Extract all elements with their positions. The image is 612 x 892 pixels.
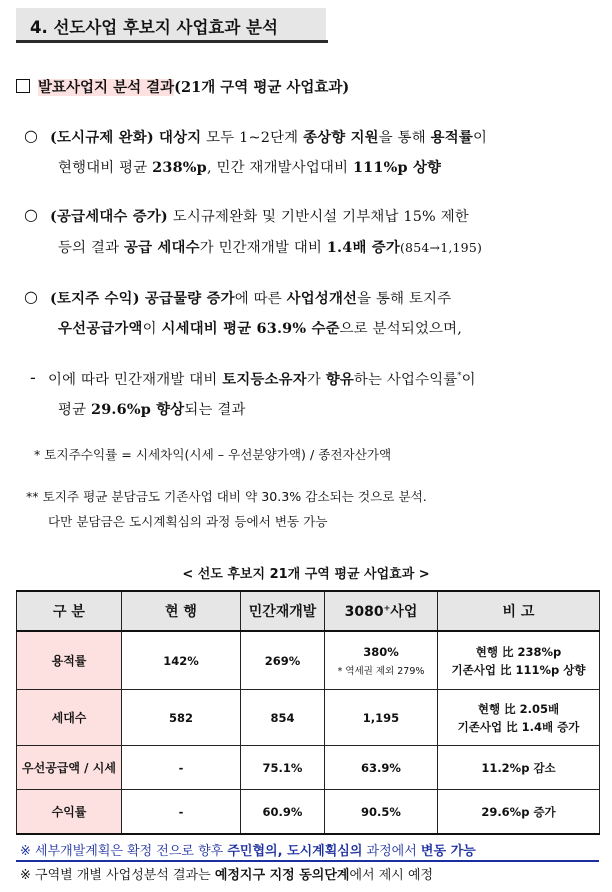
cell-project: 1,195 — [325, 690, 438, 746]
row-label: 용적률 — [17, 631, 122, 690]
header-remark: 비 고 — [438, 591, 600, 631]
row-label: 수익률 — [17, 790, 122, 835]
effects-table — [16, 590, 600, 835]
header-current: 현 행 — [122, 591, 241, 631]
bullet-circle-icon: ○ — [24, 205, 38, 224]
cell-project — [325, 631, 438, 690]
text-strong: 공급물량 증가 — [139, 290, 235, 307]
page-title: 4. 선도사업 후보지 사업효과 분석 — [30, 18, 278, 37]
text: 가 민간재개발 대비 — [199, 240, 327, 256]
cell-private: 854 — [241, 690, 325, 746]
remark-line-1: 현행 比 2.05배 — [477, 701, 560, 716]
text-strong: (도시규제 완화) — [50, 129, 154, 146]
header-category: 구 분 — [17, 591, 122, 631]
checkbox-square-icon — [16, 79, 30, 93]
text-strong: (공급세대수 증가) — [50, 208, 168, 225]
text: ※ 세부개발계획은 확정 전으로 향후 — [20, 844, 228, 859]
text: 모두 1~2단계 — [201, 130, 304, 146]
table-row — [17, 790, 600, 835]
text-strong: 111%p 상향 — [352, 159, 442, 176]
table-row — [17, 690, 600, 746]
text-strong: 토지등소유자 — [222, 371, 307, 388]
text: 평균 — [58, 402, 91, 418]
title-underline — [16, 40, 328, 43]
text: 되는 결과 — [184, 402, 246, 418]
cell-current: - — [122, 790, 241, 835]
text: 도시규제완화 및 기반시설 기부채납 15% 제한 — [167, 209, 469, 225]
remark-line-2: 기존사업 比 1.4배 증가 — [457, 719, 580, 734]
bullet-3-line-2 — [58, 317, 462, 338]
table-header-row — [17, 591, 600, 631]
bullet-4-line-2 — [58, 398, 246, 419]
note-formula: * 토지주수익률 = 시세차익(시세 – 우선분양가액) / 종전자산가액 — [34, 447, 392, 462]
cell-remark — [438, 631, 600, 690]
footnote-1 — [20, 840, 476, 859]
text-strong: (토지주 수익) — [50, 290, 140, 307]
text-strong: 29.6%p 향상 — [90, 401, 185, 418]
bullet-1-line-2 — [58, 156, 441, 177]
text: 이에 따라 민간재개발 대비 — [48, 372, 223, 388]
text: 등의 결과 — [58, 240, 124, 256]
table-caption: < 선도 후보지 21개 구역 평균 사업효과 > — [182, 567, 430, 582]
text: 이 — [472, 130, 488, 146]
cell-private: 269% — [241, 631, 325, 690]
footnote-marker: * — [457, 371, 462, 381]
bullet-3-line-1 — [50, 287, 451, 308]
cell-current: - — [122, 746, 241, 790]
text: 이 — [142, 321, 162, 337]
bullet-4-line-1 — [48, 368, 476, 389]
section-heading-main: 발표사업지 분석 결과 — [38, 79, 175, 96]
cell-private: 60.9% — [241, 790, 325, 835]
table-row — [17, 631, 600, 690]
bullet-2-line-1 — [50, 205, 469, 226]
text-strong: 향유 — [325, 371, 354, 388]
bullet-circle-icon: ○ — [24, 287, 38, 306]
cell-project: 90.5% — [325, 790, 438, 835]
text-strong: 사업성개선 — [286, 290, 358, 307]
header-project-num: 3080 — [344, 604, 384, 620]
header-project-plus: + — [383, 603, 391, 613]
cell-private: 75.1% — [241, 746, 325, 790]
bullet-2-line-2 — [58, 236, 482, 257]
text: 하는 사업수익률 — [353, 372, 458, 388]
text: 으로 분석되었으며, — [339, 321, 463, 337]
cell-current: 142% — [122, 631, 241, 690]
header-project — [325, 591, 438, 631]
cell-project-value: 380% — [363, 644, 399, 659]
text: 이 — [461, 372, 476, 388]
footnote-underline — [16, 860, 599, 862]
footnote-2 — [20, 864, 433, 883]
text-strong: 변동 가능 — [420, 844, 476, 859]
bullet-dash-icon: - — [30, 368, 36, 387]
text-strong: 우선공급가액 — [58, 320, 143, 337]
cell-remark: 29.6%p 증가 — [438, 790, 600, 835]
text: , 민간 재개발사업대비 — [206, 160, 353, 176]
note-contribution-2: 다만 분담금은 도시계획심의 과정 등에서 변동 가능 — [48, 514, 328, 529]
text-strong: 공급 세대수 — [123, 239, 200, 256]
remark-line-1: 현행 比 238%p — [475, 644, 562, 659]
text-strong: 대상지 — [153, 129, 202, 146]
cell-remark: 11.2%p 감소 — [438, 746, 600, 790]
section-heading-sub: (21개 구역 평균 사업효과) — [174, 79, 350, 96]
text-strong: 주민협의, 도시계획심의 — [227, 844, 363, 859]
text-strong: 1.4배 증가 — [326, 239, 400, 256]
text: 에 따른 — [234, 291, 287, 307]
text-strong: 예정지구 지정 동의단계 — [214, 868, 350, 883]
header-private: 민간재개발 — [241, 591, 325, 631]
text: 과정에서 — [362, 844, 421, 859]
table-row — [17, 746, 600, 790]
text-strong: 시세대비 평균 63.9% 수준 — [161, 320, 340, 337]
text: 을 통해 — [378, 130, 431, 146]
remark-line-2: 기존사업 比 111%p 상향 — [451, 662, 586, 677]
bullet-circle-icon: ○ — [24, 126, 38, 145]
cell-project-note: * 역세권 제외 279% — [337, 665, 425, 677]
text-strong: 용적률 — [430, 129, 473, 146]
cell-project: 63.9% — [325, 746, 438, 790]
text: 에서 제시 예정 — [349, 868, 434, 883]
section-heading — [38, 76, 349, 97]
text: 가 — [306, 372, 326, 388]
header-project-word: 사업 — [390, 604, 418, 620]
note-contribution: ** 토지주 평균 분담금도 기존사업 대비 약 30.3% 감소되는 것으로 분석. — [26, 489, 427, 504]
text-strong: 238%p — [152, 159, 207, 176]
row-label: 우선공급액 / 시세 — [17, 746, 122, 790]
text-strong: 종상향 지원 — [303, 129, 379, 146]
text-small: (854→1,195) — [399, 240, 483, 255]
cell-remark — [438, 690, 600, 746]
text: 현행대비 평균 — [58, 160, 153, 176]
cell-current: 582 — [122, 690, 241, 746]
text: ※ 구역별 개별 사업성분석 결과는 — [20, 868, 215, 883]
text: 을 통해 토지주 — [357, 291, 452, 307]
row-label: 세대수 — [17, 690, 122, 746]
bullet-1-line-1 — [50, 126, 487, 147]
